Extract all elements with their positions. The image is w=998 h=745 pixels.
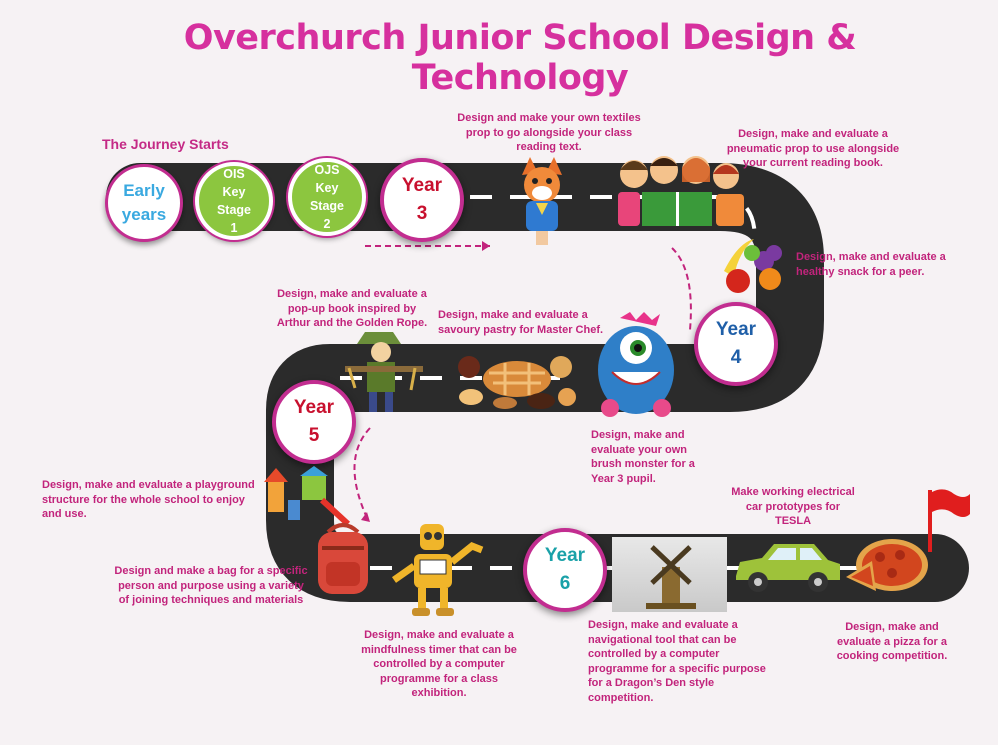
- pizza-icon: [842, 533, 930, 595]
- caption-tesla: Make working electrical car prototypes for TESLA: [731, 486, 855, 527]
- year-5-circle: Year 5: [272, 380, 356, 464]
- key-stage-2-circle: OJS Key Stage 2: [288, 158, 366, 236]
- caption-snack: Design, make and evaluate a healthy snack for a peer.: [796, 251, 946, 278]
- dashed-arrow-3: [354, 428, 370, 520]
- fox-puppet-icon: [512, 155, 572, 247]
- early-years-circle: Early years: [105, 164, 183, 242]
- robot-timer-icon: [388, 522, 488, 620]
- caption-pizza: Design, make and evaluate a pizza for a cooking competition.: [836, 621, 948, 662]
- caption-pastry: Design, make and evaluate a savoury pastry for Master Chef.: [438, 309, 604, 336]
- year-6-circle: Year 6: [523, 528, 607, 612]
- caption-playground: Design, make and evaluate a playground structure for the whole school to enjoy and use.: [42, 479, 255, 520]
- windmill-photo-icon: [612, 537, 727, 612]
- pastries-icon: [455, 353, 580, 411]
- caption-popup: Design, make and evaluate a pop-up book inspired by Arthur and the Golden Rope.: [276, 288, 428, 329]
- caption-timer: Design, make and evaluate a mindfulness timer that can be controlled by a computer programme for a class exhibition.: [361, 629, 517, 699]
- finish-flag-icon: [924, 488, 974, 552]
- fruit-icon: [718, 233, 790, 295]
- scarecrow-icon: [345, 328, 423, 414]
- year-4-circle: Year 4: [694, 302, 778, 386]
- page-title: Overchurch Junior School Design & Technology: [183, 18, 857, 98]
- caption-pneumatic: Design, make and evaluate a pneumatic prop to use alongside your current reading book.: [726, 128, 900, 169]
- caption-bag: Design and make a bag for a specific person and purpose using a variety of joining techniques and materials: [114, 565, 308, 606]
- year-3-circle: Year 3: [380, 158, 464, 242]
- green-car-icon: [732, 538, 844, 594]
- caption-textiles: Design and make your own textiles prop to go alongside your class reading text.: [457, 112, 641, 153]
- caption-monster: Design, make and evaluate your own brush monster for a Year 3 pupil.: [591, 429, 695, 485]
- key-stage-1-circle: OIS Key Stage 1: [195, 162, 273, 240]
- backpack-icon: [312, 520, 374, 598]
- caption-navigational: Design, make and evaluate a navigational tool that can be controlled by a computer programme for a specific purpose for a Dragon’s Den style competition.: [588, 619, 766, 704]
- journey-start-label: The Journey Starts: [102, 136, 229, 152]
- playground-icon: [262, 466, 352, 528]
